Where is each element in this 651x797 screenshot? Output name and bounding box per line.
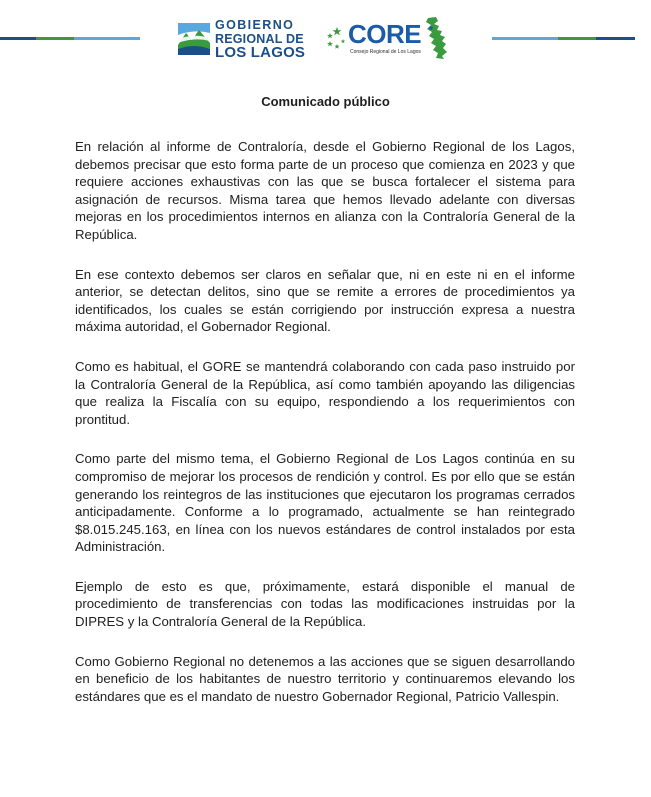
document-body (75, 138, 575, 727)
gobierno-line-3: LOS LAGOS (215, 44, 306, 61)
region-map-icon (424, 16, 450, 60)
paragraph-5: Ejemplo de esto es que, próximamente, estará disponible el manual de procedimiento de transferencias con todas las modificaciones instruidas por la DIPRES y la Contraloría General de la República. (75, 578, 575, 630)
core-wordmark: CORE (348, 19, 422, 49)
stars-icon (326, 26, 348, 50)
paragraph-2: En ese contexto debemos ser claros en señalar que, ni en este ni en el informe anterior, se detectan delitos, sino que se remite a errores de procedimientos ya identificados, los cuales se están corrigiendo por instrucción expresa a nuestra máxima autoridad, el Gobernador Regional. (75, 266, 575, 335)
paragraph-1: En relación al informe de Contraloría, desde el Gobierno Regional de los Lagos, debemos precisar que esto forma parte de un proceso que comienza en 2023 y que requiere acciones exhaustivas con las que se busca fortalecer el sistema para asignación de recursos. Misma tarea que hemos llevado adelante con diversas mejoras en los procedimientos internos en alianza con la Contraloría General de la República. (75, 139, 575, 242)
document-title: Comunicado público (261, 94, 390, 109)
letterhead (0, 0, 651, 70)
paragraph-3: Como es habitual, el GORE se mantendrá colaborando con cada paso instruido por la Contraloría General de la República, así como también apoyando las diligencias que realiza la Fiscalía con su equipo, respondiendo a los requerimientos con prontitud. (75, 358, 575, 427)
gobierno-regional-logo (176, 19, 310, 59)
core-subtitle: Consejo Regional de Los Lagos (350, 49, 421, 55)
core-logo (326, 16, 452, 60)
paragraph-4: Como parte del mismo tema, el Gobierno Regional de Los Lagos continúa en su compromiso de mejorar los procesos de rendición y control. Es por ello que se están generando los reintegros de las instituciones que ejecutaron los programas cerrados anticipadamente. Conforme a lo programado, actualmente se han reintegrado $8.015.245.163, en línea con los nuevos estándares de control instalados por esta Administración. (75, 451, 575, 555)
gobierno-line-2: REGIONAL DE (215, 31, 304, 46)
left-color-stripe (0, 37, 140, 40)
right-color-stripe (492, 37, 635, 40)
gobierno-line-1: GOBIERNO (215, 18, 295, 32)
gobierno-wordmark (215, 19, 315, 60)
mountain-lake-icon (176, 19, 212, 57)
paragraph-6: Como Gobierno Regional no detenemos a las acciones que se siguen desarrollando en beneficio de los habitantes de nuestro territorio y continuaremos elevando los estándares que es el mandato de nuestro Gobernador Regional, Patricio Vallespin. (75, 653, 575, 704)
